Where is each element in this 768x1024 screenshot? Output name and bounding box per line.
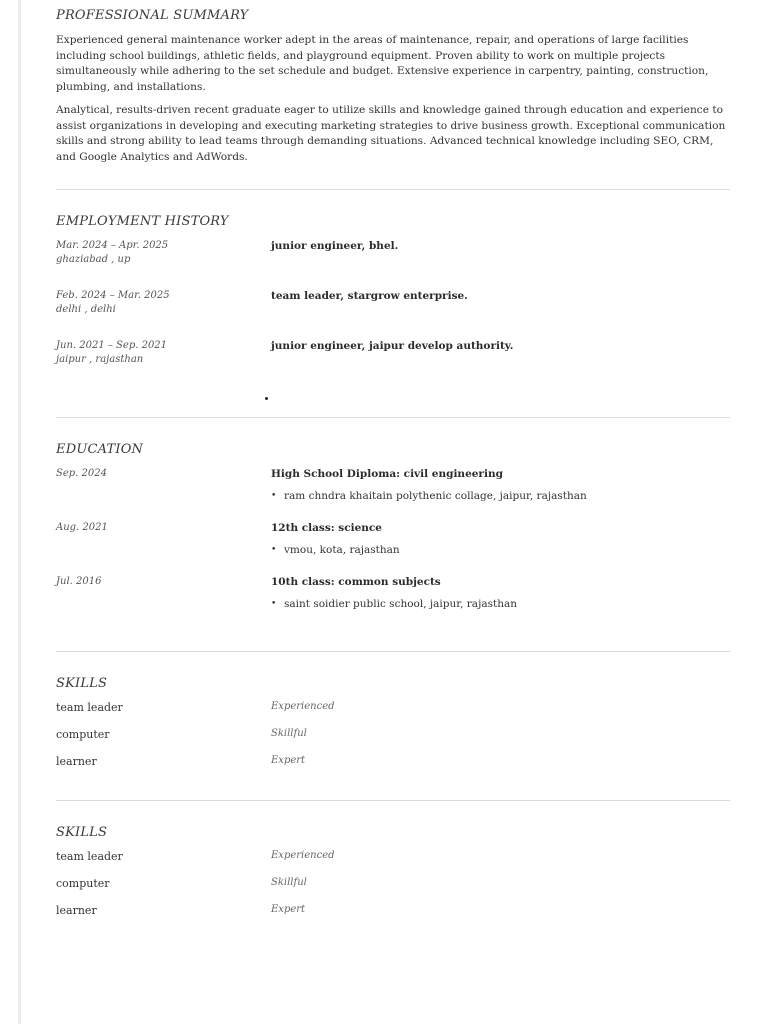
skill-name: team leader bbox=[56, 850, 123, 863]
education-title: EDUCATION bbox=[56, 442, 144, 457]
summary-paragraph: Analytical, results-driven recent graduate eager to utilize skills and knowledge gained through education and experience to assist organizations in developing and executing marketing strategies to drive business growth. Exceptional communication skills and strong ability to lead teams through demanding situations. Advanced technical knowledge including SEO, CRM, and Google Analytics and AdWords. bbox=[56, 104, 726, 163]
summary-paragraph: Experienced general maintenance worker adept in the areas of maintenance, repair, and operations of large facilities including school buildings, athletic fields, and playground equipment. Proven ability to work on multiple projects simultaneously while adhering to the set schedule and budget. Extensive experience in carpentry, painting, construction, plumbing, and installations. bbox=[56, 34, 709, 93]
education-entry bbox=[56, 467, 730, 503]
skill-level: Expert bbox=[271, 904, 306, 915]
employment-role: junior engineer, jaipur develop authority. bbox=[271, 340, 514, 352]
employment-dates: Feb. 2024 – Mar. 2025 bbox=[56, 290, 170, 301]
skill-level: Experienced bbox=[271, 850, 335, 861]
education-degree: 10th class: common subjects bbox=[271, 576, 441, 588]
employment-entry bbox=[56, 289, 730, 317]
skills-title: SKILLS bbox=[56, 825, 108, 840]
page-edge-rule bbox=[18, 0, 21, 1024]
education-date: Jul. 2016 bbox=[56, 576, 102, 587]
summary-title: PROFESSIONAL SUMMARY bbox=[56, 8, 249, 23]
education-date: Aug. 2021 bbox=[56, 522, 108, 533]
resume-page bbox=[56, 8, 730, 931]
stray-bullet-dot bbox=[265, 397, 268, 400]
education-degree: 12th class: science bbox=[271, 522, 382, 534]
education-details bbox=[271, 597, 730, 611]
skill-row bbox=[56, 755, 730, 782]
education-section bbox=[56, 442, 730, 611]
skill-name: computer bbox=[56, 877, 110, 890]
education-details bbox=[271, 543, 730, 557]
skill-name: learner bbox=[56, 755, 97, 768]
employment-entry bbox=[56, 339, 730, 367]
skill-level: Experienced bbox=[271, 701, 335, 712]
education-school: • saint soidier public school, jaipur, rajasthan bbox=[271, 597, 730, 611]
employment-role: team leader, stargrow enterprise. bbox=[271, 290, 468, 302]
employment-title: EMPLOYMENT HISTORY bbox=[56, 214, 229, 229]
skill-level: Expert bbox=[271, 755, 306, 766]
employment-dates: Jun. 2021 – Sep. 2021 bbox=[56, 340, 168, 351]
section-divider bbox=[56, 651, 730, 652]
skill-level: Skillful bbox=[271, 877, 307, 888]
skill-level: Skillful bbox=[271, 728, 307, 739]
employment-location: jaipur , rajasthan bbox=[56, 354, 144, 365]
skill-name: learner bbox=[56, 904, 97, 917]
skill-row bbox=[56, 850, 730, 877]
summary-section bbox=[56, 8, 730, 165]
skill-name: team leader bbox=[56, 701, 123, 714]
education-entry bbox=[56, 575, 730, 611]
education-entry bbox=[56, 521, 730, 557]
skill-row bbox=[56, 701, 730, 728]
skill-row bbox=[56, 728, 730, 755]
skill-row bbox=[56, 877, 730, 904]
education-school: • ram chndra khaitain polythenic collage, jaipur, rajasthan bbox=[271, 489, 730, 503]
education-date: Sep. 2024 bbox=[56, 468, 107, 479]
section-divider bbox=[56, 189, 730, 190]
employment-location: delhi , delhi bbox=[56, 304, 116, 315]
skills-section bbox=[56, 825, 730, 931]
education-school: • vmou, kota, rajasthan bbox=[271, 543, 730, 557]
section-divider bbox=[56, 417, 730, 418]
employment-entry bbox=[56, 239, 730, 267]
employment-section bbox=[56, 214, 730, 367]
employment-location: ghaziabad , up bbox=[56, 254, 131, 265]
skill-name: computer bbox=[56, 728, 110, 741]
education-degree: High School Diploma: civil engineering bbox=[271, 468, 503, 480]
education-details bbox=[271, 489, 730, 503]
skill-row bbox=[56, 904, 730, 931]
skills-title: SKILLS bbox=[56, 676, 108, 691]
section-divider bbox=[56, 800, 730, 801]
skills-section bbox=[56, 676, 730, 782]
employment-dates: Mar. 2024 – Apr. 2025 bbox=[56, 240, 169, 251]
employment-role: junior engineer, bhel. bbox=[271, 240, 399, 252]
